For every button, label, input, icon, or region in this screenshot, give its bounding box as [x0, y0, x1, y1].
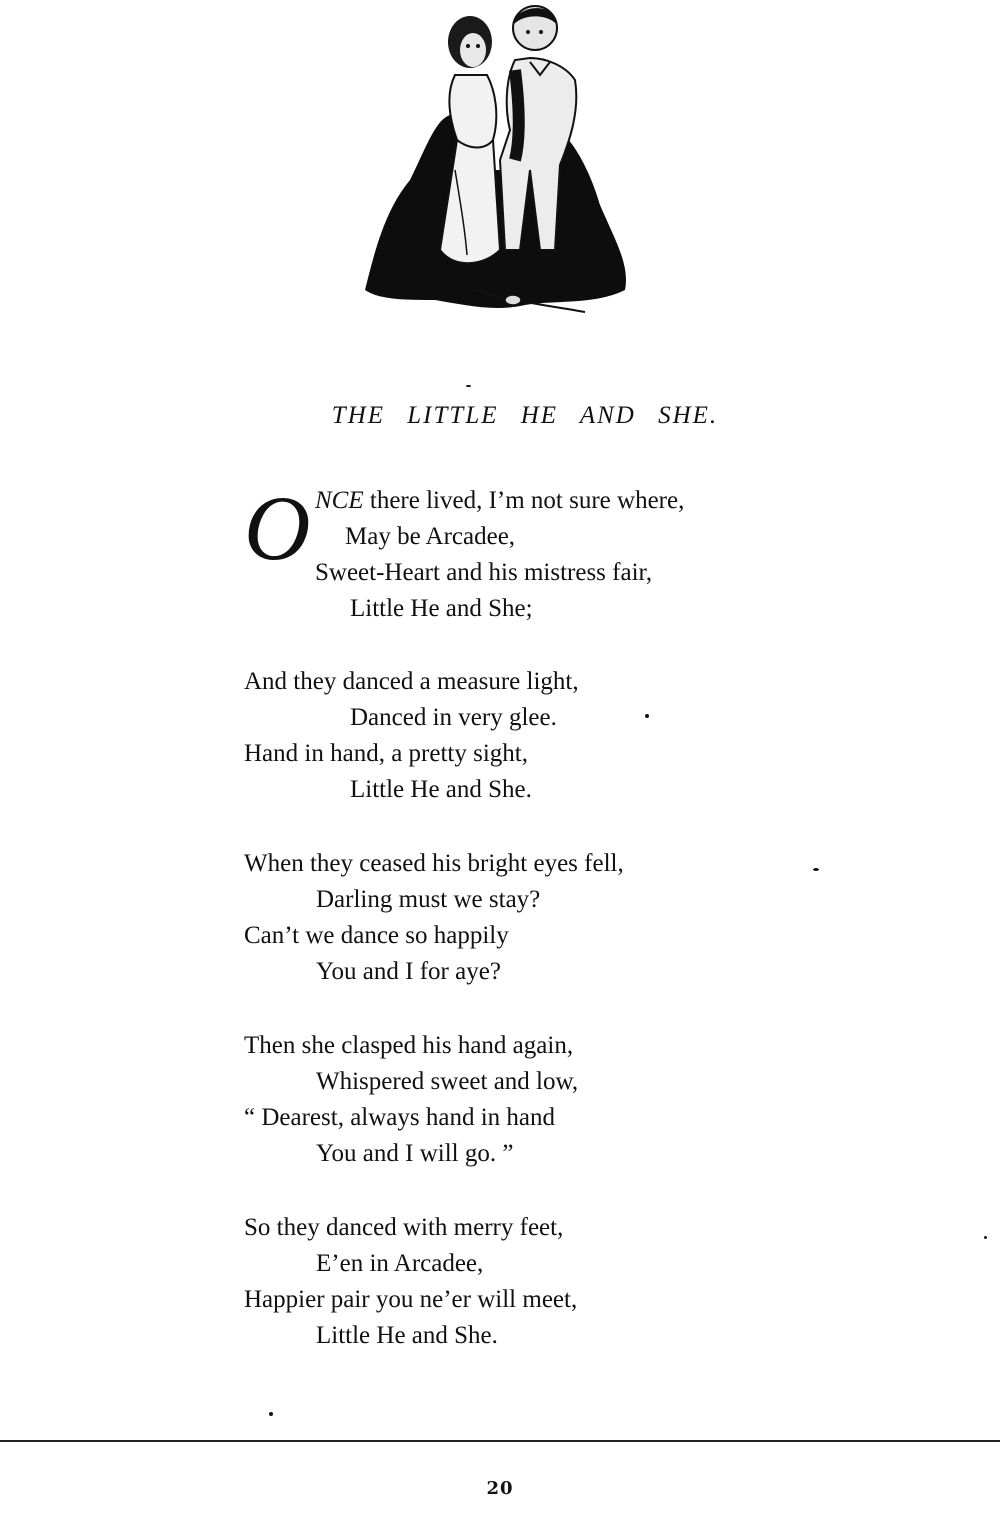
poem-line: E’en in Arcadee,	[316, 1250, 484, 1277]
poem-line: Darling must we stay?	[316, 886, 541, 913]
scan-speck	[466, 385, 471, 387]
poem-line: Hand in hand, a pretty sight,	[244, 740, 528, 767]
poem-line: So they danced with merry feet,	[244, 1214, 564, 1241]
scan-speck	[645, 714, 649, 718]
poem-line: Little He and She;	[350, 595, 533, 622]
poem-line: Little He and She.	[350, 776, 532, 803]
poem-line: Then she clasped his hand again,	[244, 1032, 574, 1059]
scan-speck	[813, 868, 819, 871]
poem-line: And they danced a measure light,	[244, 668, 579, 695]
poem-first-line	[315, 486, 684, 516]
poem-line: Little He and She.	[316, 1322, 498, 1349]
first-line-tail: there lived, I’m not sure where,	[363, 487, 685, 514]
poem-line: Sweet-Heart and his mistress fair,	[315, 559, 653, 586]
poem-line: Whispered sweet and low,	[316, 1068, 579, 1095]
scan-speck	[269, 1412, 273, 1416]
poem-line: You and I will go. ”	[316, 1140, 514, 1167]
poem-line: “ Dearest, always hand in hand	[244, 1104, 555, 1131]
poem-line: You and I for aye?	[316, 958, 501, 985]
first-word-rest: NCE	[315, 487, 364, 514]
poem-line: May be Arcadee,	[345, 523, 516, 550]
footer-rule	[0, 1440, 1000, 1442]
poem-line: Danced in very glee.	[350, 704, 557, 731]
poem-title: THE LITTLE HE AND SHE.	[331, 402, 719, 429]
poem-line: When they ceased his bright eyes fell,	[244, 850, 624, 877]
poem-line: Happier pair you ne’er will meet,	[244, 1286, 578, 1313]
poem-line: Can’t we dance so happily	[244, 922, 509, 949]
page-number: 20	[486, 1478, 514, 1499]
scan-speck	[984, 1236, 987, 1239]
drop-cap: O	[244, 477, 311, 579]
